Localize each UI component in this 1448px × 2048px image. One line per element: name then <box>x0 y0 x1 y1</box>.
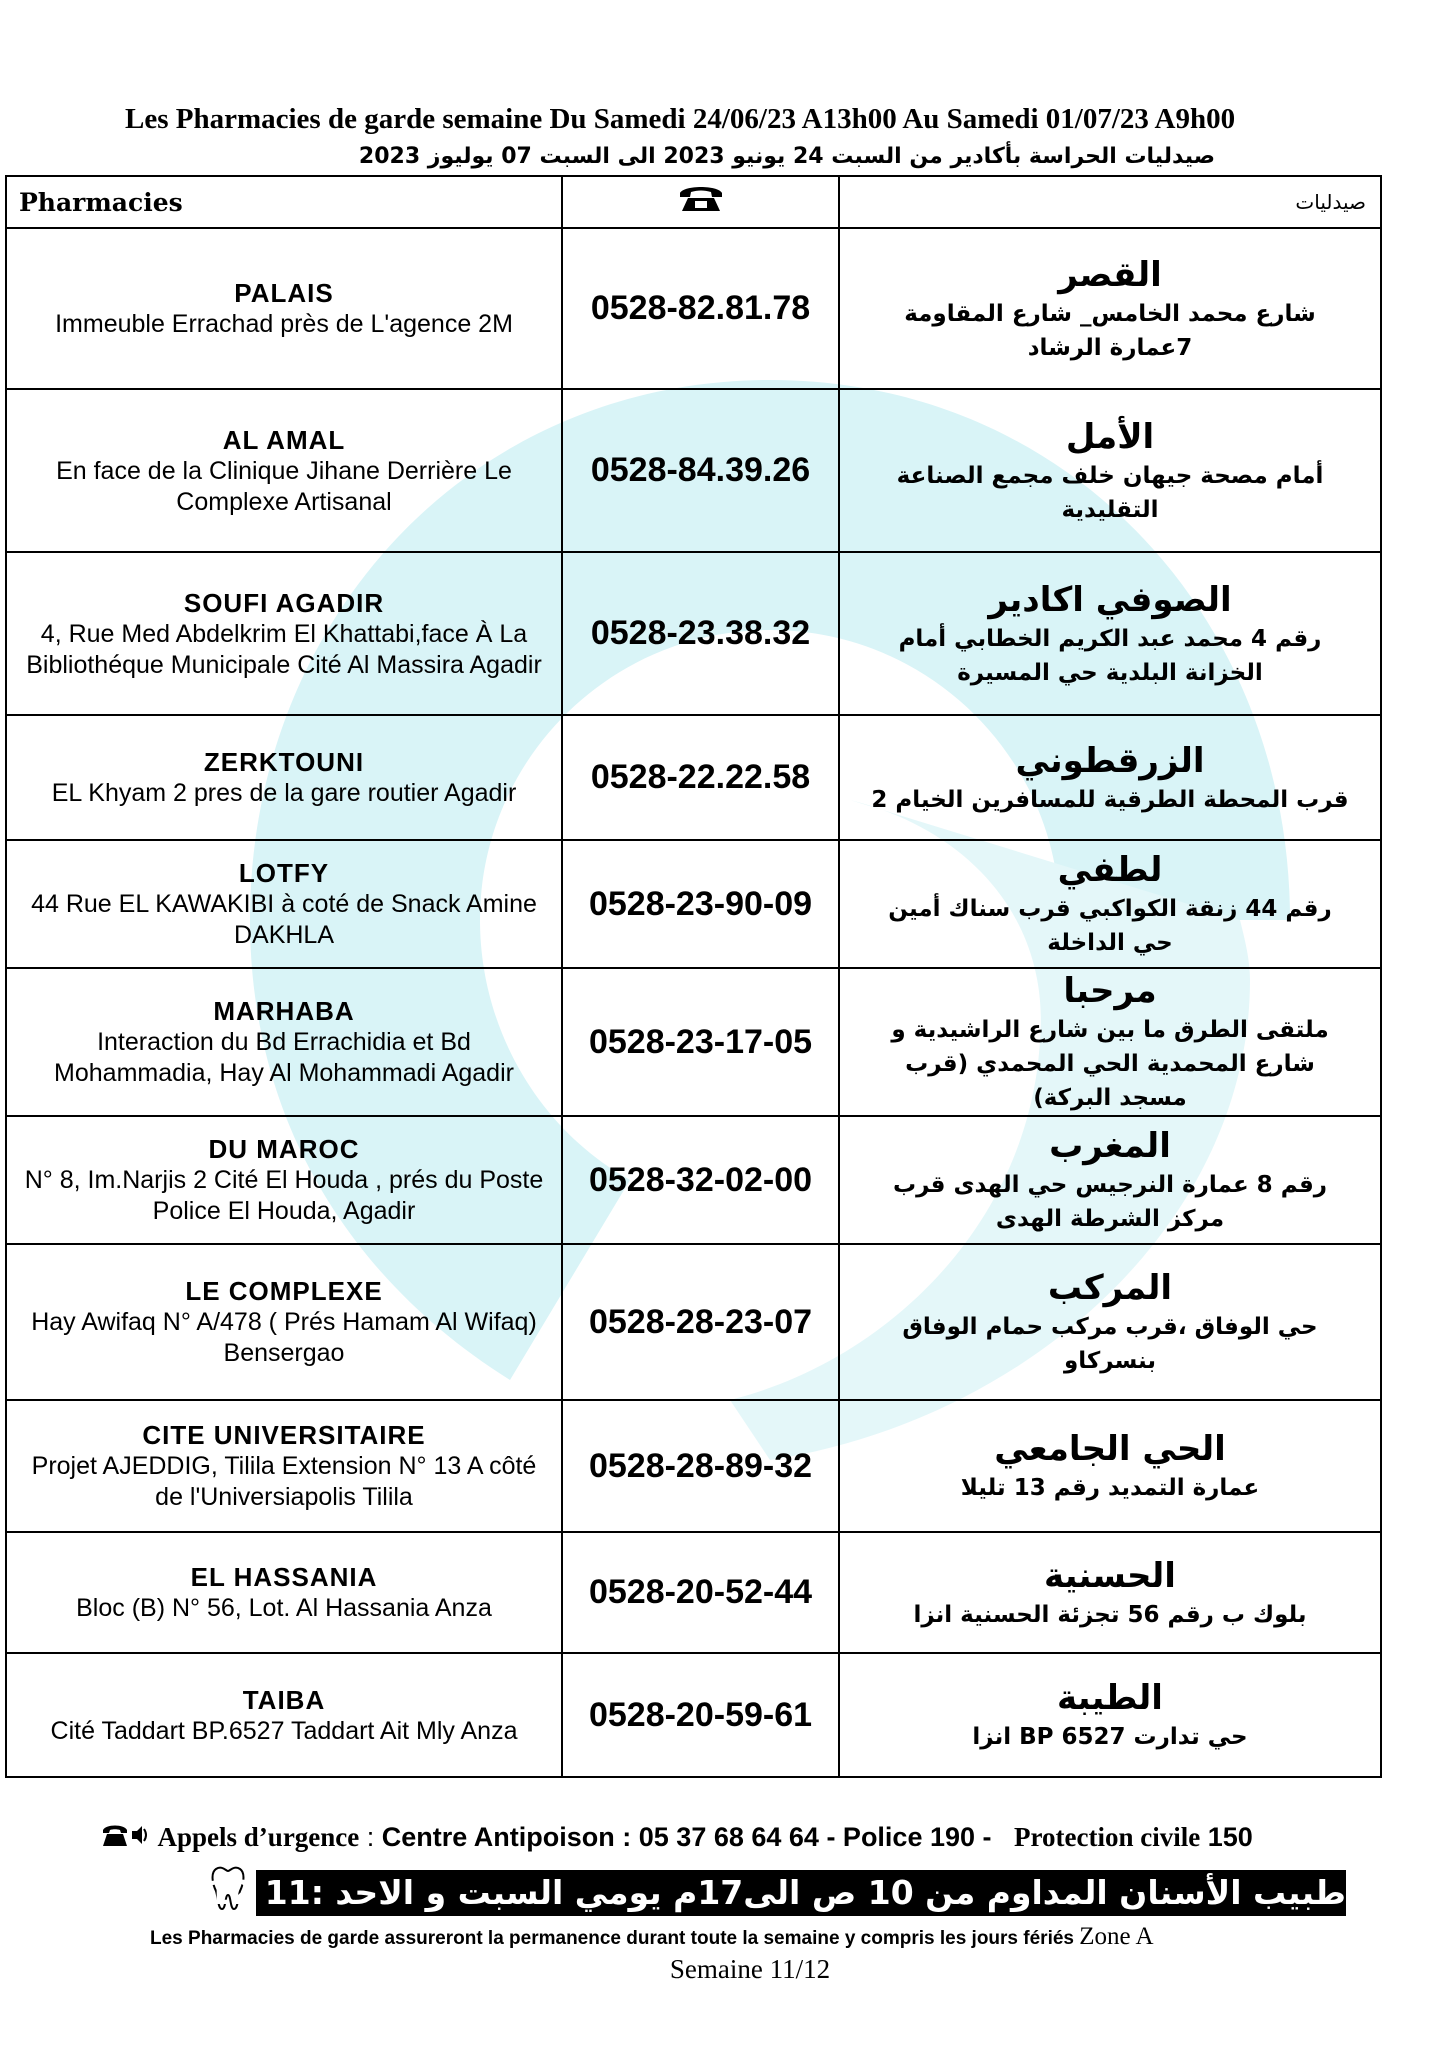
pharmacy-address: Immeuble Errachad près de L'agence 2M <box>55 310 513 338</box>
table-row <box>6 1532 1381 1653</box>
pharmacy-address-arabic: بلوك ب رقم 56 تجزئة الحسنية انزا <box>913 1601 1307 1628</box>
pharmacy-ar-cell <box>839 1400 1381 1532</box>
pharmacy-phone: 0528-23-17-05 <box>562 968 839 1116</box>
pharmacy-address-arabic: شارع محمد الخامس_ شارع المقاومة 7عمارة الرشاد <box>904 300 1316 361</box>
pharmacy-name-arabic: المركب <box>1047 1268 1173 1308</box>
table-row <box>6 389 1381 552</box>
pharmacy-fr-cell <box>6 840 562 968</box>
footer-note <box>150 1923 1400 1951</box>
emergency-numbers: Centre Antipoison : 05 37 68 64 64 - Police 190 - <box>381 1822 992 1852</box>
pharmacy-fr-cell <box>6 715 562 840</box>
pharmacy-fr-cell <box>6 389 562 552</box>
pharmacy-fr-cell <box>6 1244 562 1400</box>
pharmacy-phone: 0528-82.81.78 <box>562 228 839 389</box>
pharmacy-ar-cell <box>839 968 1381 1116</box>
pharmacy-address-arabic: رقم 4 محمد عبد الكريم الخطابي أمام الخزانة البلدية حي المسيرة <box>898 625 1322 686</box>
pharmacy-address-arabic: قرب المحطة الطرقية للمسافرين الخيام 2 <box>871 786 1349 813</box>
pharmacy-fr-cell <box>6 1653 562 1777</box>
pharmacy-phone: 0528-28-89-32 <box>562 1400 839 1532</box>
pharmacy-phone: 0528-32-02-00 <box>562 1116 839 1244</box>
pharmacy-ar-cell <box>839 715 1381 840</box>
pharmacy-name-arabic: القصر <box>1058 254 1162 295</box>
pharmacy-name-arabic: الزرقطوني <box>1015 740 1205 781</box>
table-row <box>6 715 1381 840</box>
pharmacy-name-arabic: مرحبا <box>1063 971 1157 1011</box>
table-row <box>6 1244 1381 1400</box>
pharmacy-fr-cell <box>6 1116 562 1244</box>
pharmacy-name-arabic: الصوفي اكادير <box>988 579 1232 620</box>
pharmacy-phone: 0528-28-23-07 <box>562 1244 839 1400</box>
pharmacy-name: DU MAROC <box>208 1134 360 1164</box>
pharmacy-address: Interaction du Bd Errachidia et Bd Mohammadia, Hay Al Mohammadi Agadir <box>54 1028 514 1087</box>
emergency-label: Appels d’urgence <box>157 1822 360 1852</box>
civil-protection-label: Protection civile <box>1014 1822 1201 1852</box>
pharmacy-ar-cell <box>839 389 1381 552</box>
table-row <box>6 1400 1381 1532</box>
pharmacy-name: ZERKTOUNI <box>203 747 365 777</box>
pharmacy-address: En face de la Clinique Jihane Derrière Le Complexe Artisanal <box>56 456 512 516</box>
table-header-row <box>6 176 1381 228</box>
pharmacy-phone: 0528-84.39.26 <box>562 389 839 552</box>
pharmacy-address: Projet AJEDDIG, Tilila Extension N° 13 A côté de l'Universiapolis Tilila <box>31 1452 537 1511</box>
week-number: Semaine 11/12 <box>669 1954 831 1984</box>
table-row <box>6 968 1381 1116</box>
pharmacy-address: Hay Awifaq N° A/478 ( Prés Hamam Al Wifaq) Bensergao <box>31 1308 537 1367</box>
pharmacy-address-arabic: عمارة التمديد رقم 13 تليلا <box>960 1475 1260 1501</box>
header-pharmacies-arabic: صيدليات <box>839 176 1381 228</box>
pharmacy-ar-cell <box>839 1244 1381 1400</box>
pharmacy-name: CITE UNIVERSITAIRE <box>142 1420 426 1450</box>
pharmacy-name-arabic: الحي الجامعي <box>994 1429 1226 1469</box>
pharmacy-address: N° 8, Im.Narjis 2 Cité El Houda , prés du Poste Police El Houda, Agadir <box>24 1166 544 1225</box>
pharmacy-name-arabic: الأمل <box>1065 416 1155 457</box>
pharmacy-phone: 0528-23.38.32 <box>562 552 839 715</box>
pharmacy-ar-cell <box>839 840 1381 968</box>
pharmacy-address: Bloc (B) N° 56, Lot. Al Hassania Anza <box>76 1594 492 1622</box>
pharmacy-name: LOTFY <box>238 858 330 888</box>
pharmacy-address-arabic: رقم 8 عمارة النرجيس حي الهدى قرب مركز الشرطة الهدى <box>892 1172 1328 1232</box>
pharmacy-phone: 0528-20-52-44 <box>562 1532 839 1653</box>
pharmacy-address: 44 Rue EL KAWAKIBI à coté de Snack Amine DAKHLA <box>31 890 537 949</box>
pharmacies-table <box>5 175 1382 1778</box>
pharmacy-ar-cell <box>839 1116 1381 1244</box>
phone-speaker-icon <box>102 1822 150 1855</box>
pharmacy-name: AL AMAL <box>222 424 346 455</box>
pharmacy-name: PALAIS <box>234 278 334 308</box>
pharmacy-ar-cell <box>839 1653 1381 1777</box>
pharmacy-fr-cell <box>6 1400 562 1532</box>
pharmacy-address-arabic: حي تدارت BP 6527 انزا <box>972 1724 1248 1750</box>
table-row <box>6 840 1381 968</box>
emergency-separator: : <box>359 1822 382 1852</box>
page-title: Les Pharmacies de garde semaine Du Samedi 24/06/23 A13h00 Au Samedi 01/07/23 A9h00 <box>125 103 1236 135</box>
pharmacy-ar-cell <box>839 552 1381 715</box>
civil-protection-number: 150 <box>1207 1822 1253 1852</box>
pharmacy-address: EL Khyam 2 pres de la gare routier Agadir <box>51 779 517 807</box>
pharmacy-name-arabic: الحسنية <box>1044 1555 1176 1596</box>
pharmacy-address-arabic: أمام مصحة جيهان خلف مجمع الصناعة التقليدية <box>896 462 1324 523</box>
pharmacy-ar-cell <box>839 228 1381 389</box>
telephone-icon <box>562 176 839 228</box>
pharmacy-address-arabic: رقم 44 زنقة الكواكبي قرب سناك أمين حي الداخلة <box>888 896 1332 956</box>
pharmacy-name: TAIBA <box>242 1684 326 1715</box>
pharmacy-name-arabic: لطفي <box>1057 850 1163 890</box>
pharmacy-address: Cité Taddart BP.6527 Taddart Ait Mly Anza <box>50 1716 518 1745</box>
pharmacy-name: MARHABA <box>213 996 355 1026</box>
page-title-arabic: صيدليات الحراسة بأكادير من السبت 24 يونيو 2023 الى السبت 07 يوليوز 2023 <box>358 144 1215 169</box>
pharmacy-fr-cell <box>6 552 562 715</box>
pharmacy-address: 4, Rue Med Abdelkrim El Khattabi,face À La Bibliothéque Municipale Cité Al Massira Agadir <box>26 619 542 679</box>
pharmacy-ar-cell <box>839 1532 1381 1653</box>
table-row <box>6 228 1381 389</box>
dentist-on-duty-banner: طبيب الأسنان المداوم من 10 ص الى17م يومي السبت و الاحد :11 12 11 08 06 <box>256 1870 1346 1916</box>
pharmacy-name: LE COMPLEXE <box>185 1276 383 1306</box>
pharmacy-name-arabic: الطيبة <box>1057 1678 1163 1718</box>
pharmacy-address-arabic: ملتقى الطرق ما بين شارع الراشيدية و شارع المحمدية الحي المحمدي (قرب مسجد البركة) <box>891 1017 1329 1111</box>
zone-label: Zone A <box>1079 1923 1154 1950</box>
pharmacy-phone: 0528-23-90-09 <box>562 840 839 968</box>
pharmacy-phone: 0528-22.22.58 <box>562 715 839 840</box>
table-row <box>6 1653 1381 1777</box>
pharmacy-fr-cell <box>6 1532 562 1653</box>
pharmacy-phone: 0528-20-59-61 <box>562 1653 839 1777</box>
table-row <box>6 1116 1381 1244</box>
pharmacy-name: SOUFI AGADIR <box>183 587 385 618</box>
pharmacy-name-arabic: المغرب <box>1049 1126 1171 1166</box>
pharmacy-name: EL HASSANIA <box>190 1562 378 1592</box>
table-row <box>6 552 1381 715</box>
pharmacy-fr-cell <box>6 228 562 389</box>
pharmacy-address-arabic: حي الوفاق ،قرب مركب حمام الوفاق بنسركاو <box>902 1314 1318 1374</box>
header-pharmacies: Pharmacies <box>6 176 562 228</box>
emergency-line <box>102 1822 1392 1855</box>
pharmacy-fr-cell <box>6 968 562 1116</box>
permanence-note: Les Pharmacies de garde assureront la permanence durant toute la semaine y compris les jours fériés <box>150 1928 1074 1949</box>
